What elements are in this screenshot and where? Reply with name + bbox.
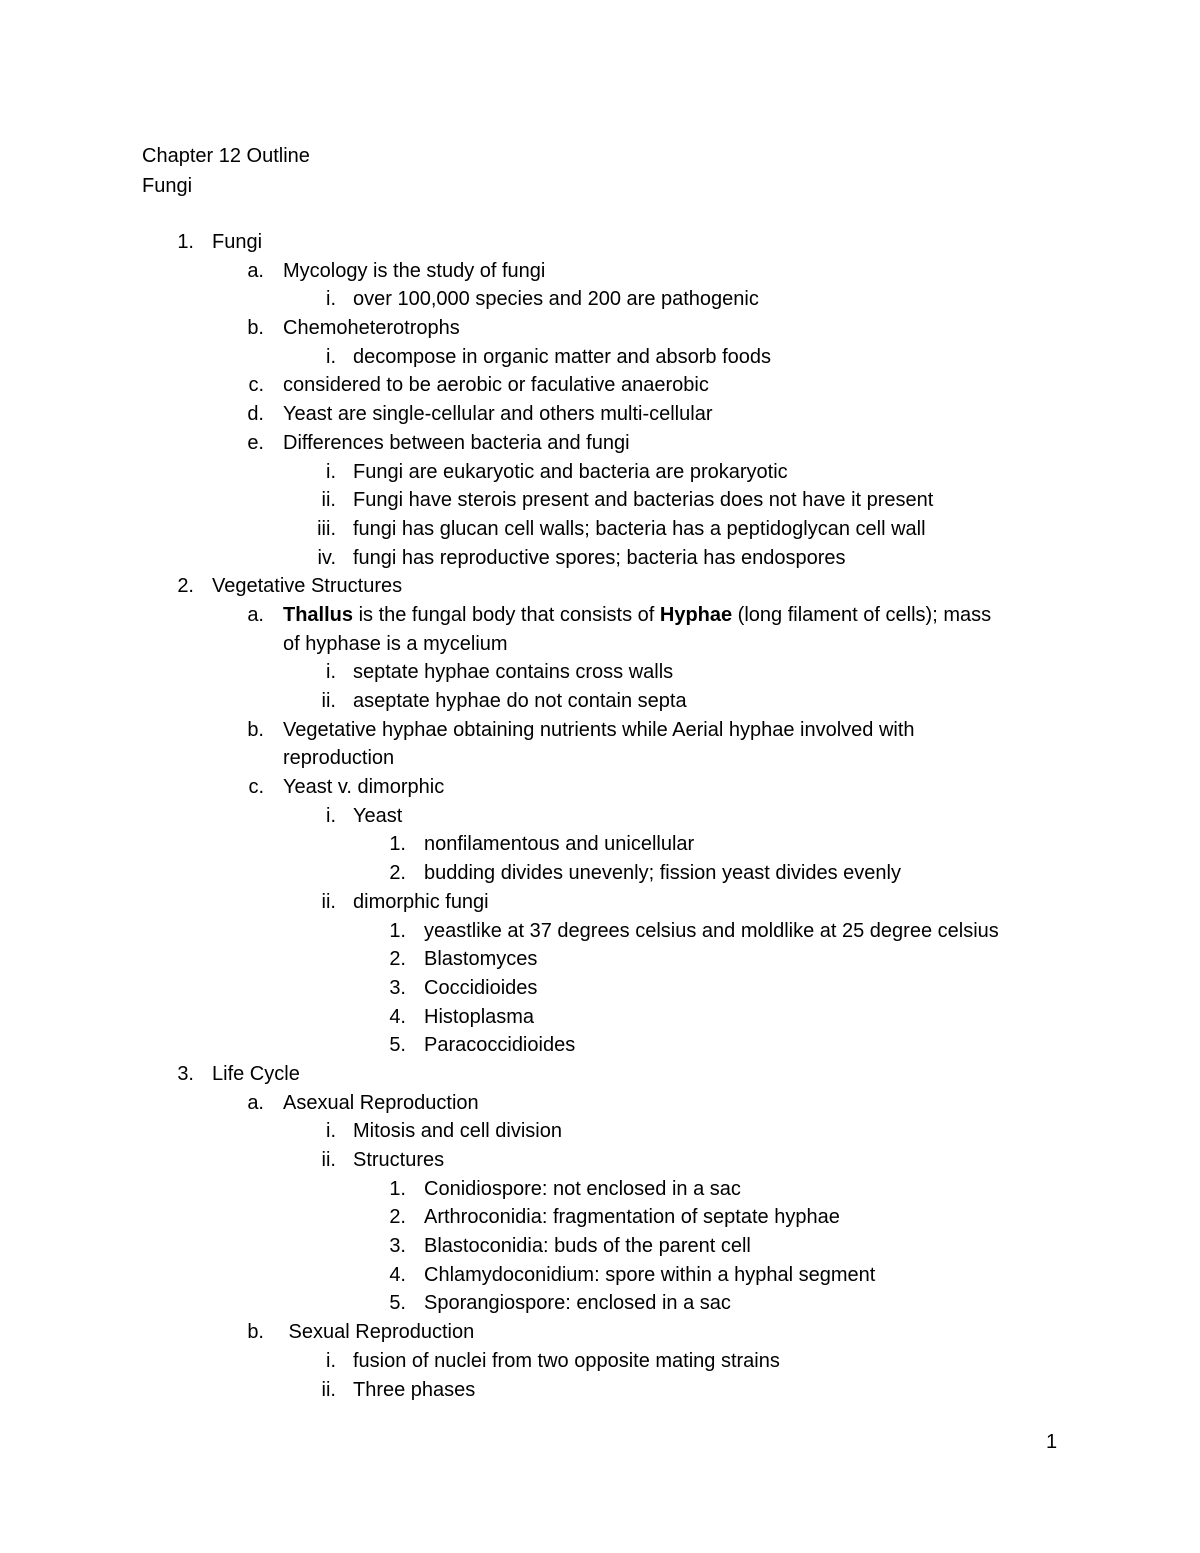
outline-bold-term: Thallus [283,603,354,626]
outline-item-level-3 [0,1146,1200,1175]
outline-item-level-3 [0,343,1200,372]
outline-text: Histoplasma [424,1005,535,1028]
outline-marker: 2. [177,575,194,598]
outline-text: fungi has reproductive spores; bacteria has endospores [353,546,846,569]
page-number: 1 [1046,1431,1058,1453]
outline-text: Mycology is the study of fungi [283,259,546,282]
outline-marker: b. [247,718,264,741]
outline-text: Differences between bacteria and fungi [283,431,630,454]
outline-item-level-4 [0,1203,1200,1232]
outline-text: Vegetative Structures [212,575,403,598]
outline-marker: d. [247,403,264,426]
outline-item-level-4 [0,917,1200,946]
outline-text: Mitosis and cell division [353,1120,562,1143]
outline-marker: ii. [321,890,336,913]
outline-text: Sexual Reproduction [283,1321,475,1344]
outline-item-level-2 [0,314,1200,343]
outline-text: Chemoheterotrophs [283,317,460,340]
outline-marker: 3. [177,1062,194,1085]
outline-text: Blastomyces [424,948,538,971]
outline-marker: 1. [389,1177,406,1200]
outline-text: dimorphic fungi [353,890,489,913]
outline-item-level-3 [0,486,1200,515]
outline-marker: 4. [389,1005,406,1028]
outline-text: fungi has glucan cell walls; bacteria has a peptidoglycan cell wall [353,517,926,540]
outline-list [0,228,1200,1404]
outline-marker: ii. [321,1149,336,1171]
outline-item-level-4 [0,945,1200,974]
outline-marker: 1. [389,833,406,856]
outline-marker: 2. [389,1206,406,1229]
outline-item-level-2 [0,257,1200,286]
outline-item-level-4 [0,830,1200,859]
outline-item-level-3 [0,1117,1200,1146]
outline-text: nonfilamentous and unicellular [424,833,695,856]
outline-marker: c. [248,776,264,799]
outline-text: of hyphase is a mycelium [283,632,508,655]
outline-text: Three phases [353,1378,476,1401]
outline-item-level-3 [0,515,1200,544]
outline-item-level-4 [0,974,1200,1003]
outline-text-segment: is the fungal body that consists of [353,603,660,626]
outline-item-level-4 [0,1232,1200,1261]
outline-marker: 1. [389,919,406,942]
outline-item-level-1 [0,572,1200,601]
outline-marker: i. [326,460,336,483]
outline-text-segment: (long filament of cells); mass [732,603,992,626]
outline-item-level-4 [0,1261,1200,1290]
outline-item-level-4 [0,1289,1200,1318]
outline-marker: i. [326,1120,336,1143]
outline-text: decompose in organic matter and absorb foods [353,345,772,368]
outline-marker: iii. [317,517,336,540]
outline-marker: e. [247,431,264,454]
outline-item-level-3 [0,802,1200,831]
outline-text: Yeast [353,804,403,827]
outline-item-level-2 [0,1089,1200,1118]
outline-text: over 100,000 species and 200 are pathogenic [353,288,759,311]
outline-text: budding divides unevenly; fission yeast divides evenly [424,862,901,885]
outline-marker: b. [247,317,264,340]
outline-text [283,601,991,630]
outline-text: Structures [353,1149,445,1171]
outline-marker: i. [326,345,336,368]
outline-item-continuation [0,630,1200,659]
outline-marker: a. [247,603,264,626]
outline-text: Sporangiospore: enclosed in a sac [424,1292,731,1315]
outline-item-level-2 [0,371,1200,400]
document-subtitle: Fungi [142,175,193,197]
outline-text: aseptate hyphae do not contain septa [353,690,687,712]
outline-item-level-3 [0,285,1200,314]
outline-marker: 3. [389,976,406,999]
outline-item-level-3 [0,458,1200,487]
outline-marker: 3. [389,1235,406,1258]
outline-item-level-3 [0,687,1200,716]
outline-text: reproduction [283,747,395,770]
outline-marker: b. [247,1321,264,1344]
outline-text: septate hyphae contains cross walls [353,661,674,684]
outline-item-level-3 [0,888,1200,917]
outline-item-level-3 [0,544,1200,573]
outline-marker: ii. [321,690,336,712]
outline-text: Yeast v. dimorphic [283,776,445,799]
outline-item-level-3 [0,658,1200,687]
outline-item-level-1 [0,1060,1200,1089]
outline-marker: 1. [177,231,194,253]
outline-item-level-4 [0,1175,1200,1204]
outline-marker: iv. [317,546,336,569]
outline-marker: 5. [389,1292,406,1315]
outline-marker: ii. [321,1378,336,1401]
outline-marker: i. [326,804,336,827]
outline-text: considered to be aerobic or faculative anaerobic [283,374,709,397]
document-title: Chapter 12 Outline [142,145,310,167]
outline-text: Blastoconidia: buds of the parent cell [424,1235,751,1258]
outline-text: Yeast are single-cellular and others multi-cellular [283,403,713,426]
outline-item-level-3 [0,1376,1200,1405]
outline-item-level-3 [0,1347,1200,1376]
outline-item-level-2 [0,400,1200,429]
outline-marker: a. [247,1091,264,1114]
outline-text: Vegetative hyphae obtaining nutrients while Aerial hyphae involved with [283,718,915,741]
outline-text: Paracoccidioides [424,1034,576,1057]
outline-item-level-2 [0,1318,1200,1347]
outline-text: Conidiospore: not enclosed in a sac [424,1177,741,1200]
outline-item-continuation [0,744,1200,773]
outline-marker: ii. [321,489,336,512]
outline-text: yeastlike at 37 degrees celsius and moldlike at 25 degree celsius [424,919,999,942]
outline-text: Fungi [212,231,263,253]
outline-item-level-4 [0,1031,1200,1060]
outline-text: fusion of nuclei from two opposite mating strains [353,1349,780,1372]
outline-marker: 2. [389,862,406,885]
outline-text: Arthroconidia: fragmentation of septate hyphae [424,1206,840,1229]
outline-text: Coccidioides [424,976,538,999]
outline-bold-term: Hyphae [659,603,733,626]
outline-marker: a. [247,259,264,282]
outline-marker: i. [326,288,336,311]
outline-item-level-4 [0,859,1200,888]
outline-item-level-2 [0,716,1200,745]
outline-marker: 5. [389,1034,406,1057]
outline-marker: 4. [389,1263,406,1286]
outline-marker: i. [326,661,336,684]
outline-item-level-2 [0,429,1200,458]
outline-marker: 2. [389,948,406,971]
outline-item-level-4 [0,1003,1200,1032]
outline-text: Chlamydoconidium: spore within a hyphal segment [424,1263,876,1286]
outline-item-level-2 [0,773,1200,802]
outline-marker: c. [248,374,264,397]
outline-item-level-1 [0,228,1200,257]
outline-text: Life Cycle [212,1062,300,1085]
outline-text: Fungi are eukaryotic and bacteria are prokaryotic [353,460,788,483]
outline-text: Asexual Reproduction [283,1091,479,1114]
outline-text: Fungi have sterois present and bacterias does not have it present [353,489,934,512]
outline-item-level-2 [0,601,1200,630]
outline-marker: i. [326,1349,336,1372]
